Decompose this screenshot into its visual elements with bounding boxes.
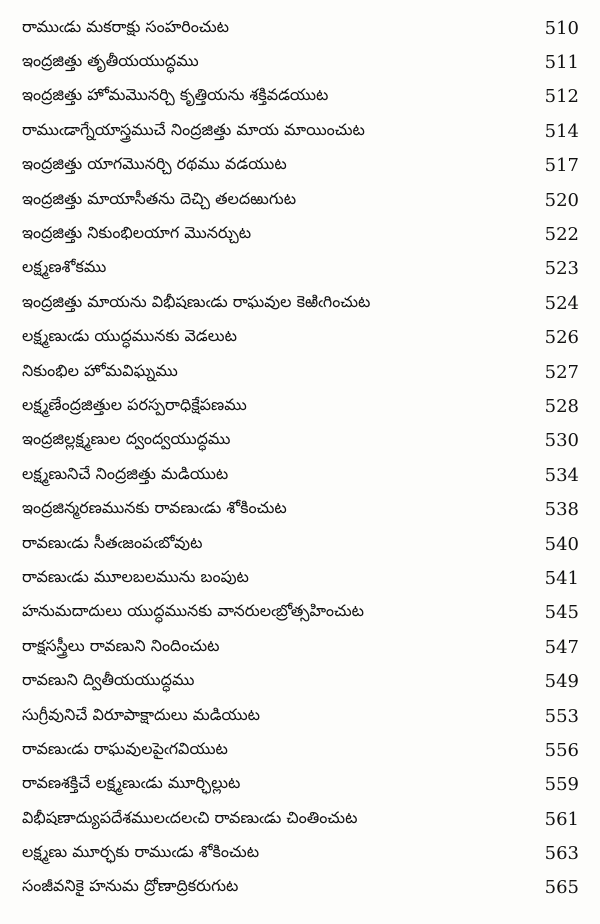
toc-entry bbox=[22, 664, 579, 698]
entry-page-number: 517 bbox=[544, 155, 579, 177]
toc-entry bbox=[22, 802, 579, 836]
entry-title: లక్ష్మణునిచే నింద్రజిత్తు మడియుట bbox=[22, 463, 229, 483]
entry-page-number: 512 bbox=[544, 86, 579, 108]
entry-page-number: 528 bbox=[544, 395, 579, 417]
toc-entry bbox=[22, 80, 579, 114]
entry-title: ఇంద్రజిత్తు తృతీయయుద్ధము bbox=[22, 51, 199, 71]
entry-page-number: 526 bbox=[544, 327, 579, 349]
toc-entry bbox=[22, 321, 579, 355]
toc-entry bbox=[22, 733, 579, 767]
entry-title: ఇంద్రజిత్తు మాయను విభీషణుఁడు రాఘవుల కెఱిఁగించుట bbox=[22, 291, 371, 311]
toc-entry bbox=[22, 527, 579, 561]
entry-title: ఇంద్రజిత్తు నికుంభిలయాగ మొనర్చుట bbox=[22, 223, 252, 243]
entry-title: రావణుఁడు రాఘవులపైఁగవియుట bbox=[22, 738, 228, 758]
toc-entry bbox=[22, 217, 579, 251]
entry-page-number: 553 bbox=[544, 705, 579, 727]
toc-entry bbox=[22, 45, 579, 79]
entry-title: రావణుఁడు మూలబలమును బంపుట bbox=[22, 566, 249, 586]
entry-page-number: 522 bbox=[544, 224, 579, 246]
entry-page-number: 523 bbox=[544, 258, 579, 280]
entry-title: ఇంద్రజిత్తు మాయాసీతను దెచ్చి తలదఱుగుట bbox=[22, 188, 297, 208]
entry-page-number: 520 bbox=[544, 189, 579, 211]
entry-title: లక్ష్మణు మూర్ఛకు రాముఁడు శోకించుట bbox=[22, 842, 260, 862]
entry-title: లక్ష్మణుఁడు యుద్ధమునకు వెడలుట bbox=[22, 326, 237, 346]
toc-entry bbox=[22, 424, 579, 458]
toc-entry bbox=[22, 389, 579, 423]
table-of-contents bbox=[22, 11, 579, 905]
entry-page-number: 559 bbox=[544, 774, 579, 796]
toc-entry bbox=[22, 458, 579, 492]
entry-page-number: 561 bbox=[544, 808, 579, 830]
toc-entry bbox=[22, 114, 579, 148]
entry-title: సుగ్రీవునిచే విరూపాక్షాదులు మడియుట bbox=[22, 704, 260, 724]
entry-title: ఇంద్రజిల్లక్ష్మణుల ద్వంద్వయుద్ధము bbox=[22, 429, 231, 449]
toc-entry bbox=[22, 11, 579, 45]
entry-page-number: 534 bbox=[544, 464, 579, 486]
entry-page-number: 510 bbox=[544, 17, 579, 39]
entry-page-number: 547 bbox=[544, 636, 579, 658]
toc-entry bbox=[22, 871, 579, 905]
entry-title: రాముఁడాగ్నేయాస్త్రముచే నింద్రజిత్తు మాయ మాయించుట bbox=[22, 119, 365, 139]
entry-page-number: 527 bbox=[544, 361, 579, 383]
entry-title: సంజీవనికై హనుమ ద్రోణాద్రికరుగుట bbox=[22, 876, 239, 896]
entry-page-number: 556 bbox=[544, 739, 579, 761]
entry-page-number: 545 bbox=[544, 602, 579, 624]
entry-title: రావణుని ద్వితీయయుద్ధము bbox=[22, 670, 195, 690]
entry-page-number: 530 bbox=[544, 430, 579, 452]
toc-entry bbox=[22, 630, 579, 664]
entry-page-number: 511 bbox=[544, 52, 579, 74]
entry-page-number: 549 bbox=[544, 671, 579, 693]
toc-entry bbox=[22, 149, 579, 183]
toc-entry bbox=[22, 699, 579, 733]
entry-page-number: 540 bbox=[544, 533, 579, 555]
toc-entry bbox=[22, 596, 579, 630]
entry-title: హనుమదాదులు యుద్ధమునకు వానరులఁబ్రోత్సహించుట bbox=[22, 601, 365, 621]
entry-title: రాముఁడు మకరాక్షు సంహరించుట bbox=[22, 16, 229, 36]
entry-title: లక్ష్మణేంద్రజిత్తుల పరస్పరాధిక్షేపణము bbox=[22, 394, 247, 414]
entry-title: నికుంభిల హోమవిఘ్నము bbox=[22, 360, 178, 380]
entry-page-number: 538 bbox=[544, 499, 579, 521]
entry-page-number: 524 bbox=[544, 292, 579, 314]
entry-title: విభీషణాద్యుపదేశములఁదలఁచి రావణుఁడు చింతించుట bbox=[22, 807, 358, 827]
entry-title: రాక్షసస్త్రీలు రావణుని నిందించుట bbox=[22, 635, 220, 655]
entry-page-number: 565 bbox=[544, 877, 579, 899]
entry-title: ఇంద్రజిత్తు యాగమొనర్చి రథము వడయుట bbox=[22, 154, 287, 174]
entry-title: రావణుఁడు సీతఁజంపఁబోవుట bbox=[22, 532, 203, 552]
entry-title: రావణశక్తిచే లక్ష్మణుఁడు మూర్ఛిల్లుట bbox=[22, 773, 241, 793]
entry-title: లక్ష్మణశోకము bbox=[22, 257, 107, 277]
toc-entry bbox=[22, 836, 579, 870]
toc-entry bbox=[22, 183, 579, 217]
entry-page-number: 514 bbox=[544, 120, 579, 142]
toc-entry bbox=[22, 286, 579, 320]
toc-entry bbox=[22, 561, 579, 595]
toc-entry bbox=[22, 492, 579, 526]
entry-page-number: 563 bbox=[544, 843, 579, 865]
toc-entry bbox=[22, 768, 579, 802]
entry-title: ఇంద్రజిత్తు హోమమొనర్చి కృత్తియను శక్తివడయుట bbox=[22, 85, 329, 105]
entry-title: ఇంద్రజిన్మరణమునకు రావణుఁడు శోకించుట bbox=[22, 498, 287, 518]
toc-entry bbox=[22, 355, 579, 389]
entry-page-number: 541 bbox=[544, 567, 579, 589]
toc-entry bbox=[22, 252, 579, 286]
